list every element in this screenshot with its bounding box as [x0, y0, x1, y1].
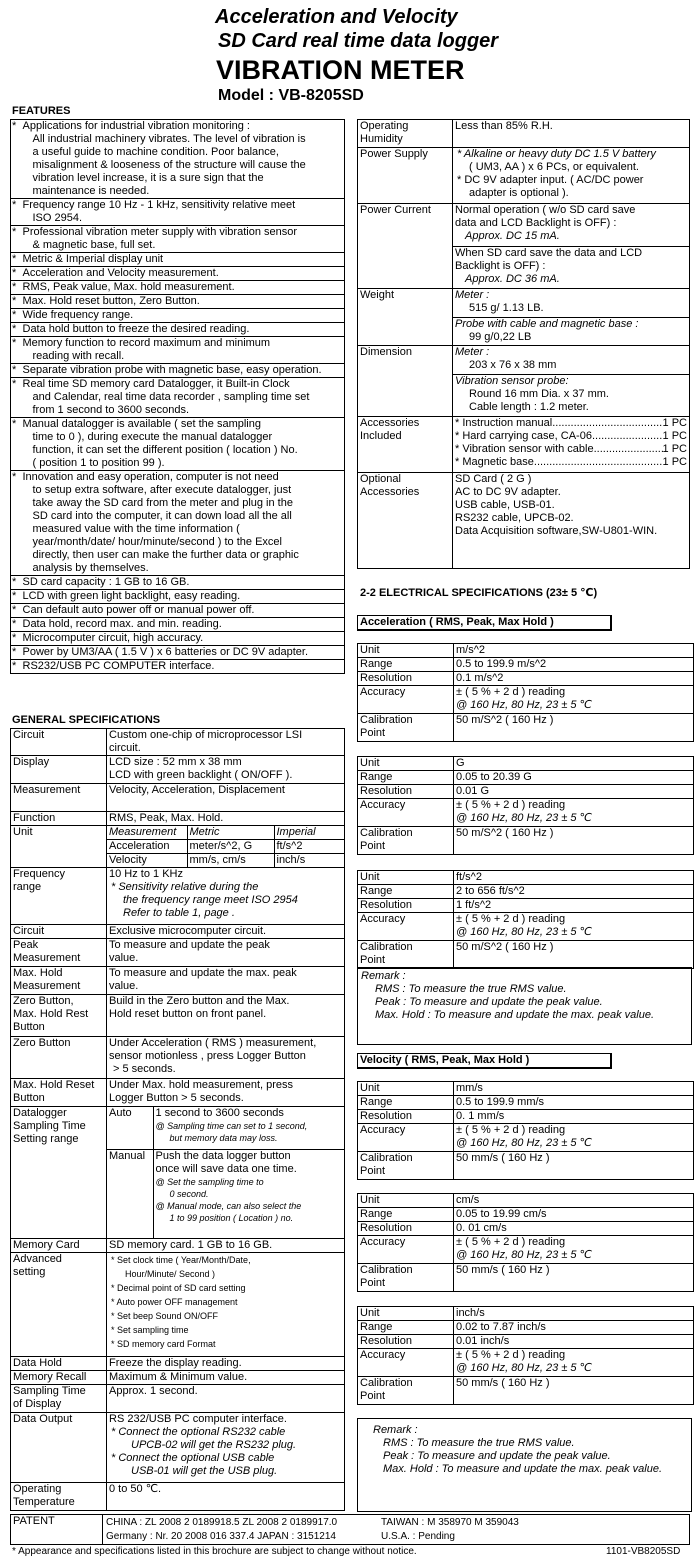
feature-text: maintenance is needed. [32, 185, 150, 197]
bullet: * [11, 267, 21, 281]
spec-row: Calibration Point 50 mm/s ( 160 Hz ) [358, 1264, 694, 1292]
feature-text: from 1 second to 3600 seconds. [32, 404, 190, 416]
feature-text: Metric & Imperial display unit [22, 253, 164, 265]
feature-text: Microcomputer circuit, high accuracy. [22, 632, 204, 644]
acceleration-spec-table [357, 756, 694, 855]
feature-text: All industrial machinery vibrates. The level of vibration is [32, 133, 306, 145]
spec-row-zero-max: Zero Button, Max. Hold Rest Button Build in the Zero button and the Max. Hold reset button on front panel. [11, 995, 345, 1037]
spec-row: Accuracy ± ( 5 % + 2 d ) reading @ 160 Hz, 80 Hz, 23 ± 5 ℃ [358, 913, 694, 941]
spec-row-memory-card: Memory Card SD memory card. 1 GB to 16 GB. [11, 1239, 345, 1253]
spec-row: Calibration Point 50 mm/s ( 160 Hz ) [358, 1377, 694, 1405]
feature-item [11, 632, 345, 646]
feature-item [11, 281, 345, 295]
velocity-spec-table [357, 1081, 694, 1180]
spec-row-data-output: Data Output RS 232/USB PC computer interface. * Connect the optional RS232 cable UPCB-02 will get the RS232 plug. * Connect the optional USB cable USB-01 will get the USB plug. [11, 1413, 345, 1483]
spec-row: Unit cm/s [358, 1194, 694, 1208]
dimension-subtable: Meter : 203 x 76 x 38 mm Vibration sensor probe: Round 16 mm Dia. x 37 mm. Cable length : 1.2 meter. [453, 346, 689, 416]
spec-row-optional: Optional Accessories SD Card ( 2 G ) AC to DC 9V adapter. USB cable, USB-01. RS232 cable, UPCB-02. Data Acquisition software,SW-U801-WIN. [358, 473, 690, 569]
spec-row-advanced: Advanced setting * Set clock time ( Year/Month/Date, Hour/Minute/ Second ) * Decimal point of SD card setting * Auto power OFF management * Set beep Sound ON/OFF * Set sampling time * SD memory card Format [11, 1253, 345, 1357]
feature-text: misalignment & looseness of the structure will cause the [32, 159, 306, 171]
spec-row-op-temp: Operating Temperature 0 to 50 ℃. [11, 1483, 345, 1511]
feature-text: LCD with green light backlight, easy reading. [22, 590, 241, 602]
bullet: * [11, 337, 21, 364]
spec-row: Resolution 0.1 m/s^2 [358, 672, 694, 686]
unit-subtable: Measurement Metric Imperial Acceleration meter/s^2, G ft/s^2 Velocity mm/s, cm/s inch/s [107, 826, 344, 867]
velocity-spec-table [357, 1306, 694, 1405]
spec-row: Resolution 0.01 inch/s [358, 1335, 694, 1349]
velocity-heading: Velocity ( RMS, Peak, Max Hold ) [357, 1053, 612, 1069]
feature-item [11, 618, 345, 632]
spec-row-power-current: Power Current Normal operation ( w/o SD card save data and LCD Backlight is OFF) : Approx. DC 15 mA. When SD card save the data and LCD Backlight is OFF) : Approx. DC 36 mA. [358, 204, 690, 289]
feature-item [11, 660, 345, 674]
electrical-spec-heading: 2-2 ELECTRICAL SPECIFICATIONS (23± 5 ℃) [360, 587, 598, 599]
spec-row: Unit mm/s [358, 1082, 694, 1096]
spec-row: Resolution 0. 01 cm/s [358, 1222, 694, 1236]
spec-row-maxhold: Max. Hold Measurement To measure and update the max. peak value. [11, 967, 345, 995]
spec-row: Accuracy ± ( 5 % + 2 d ) reading @ 160 Hz, 80 Hz, 23 ± 5 ℃ [358, 686, 694, 714]
bullet: * [11, 226, 21, 253]
features-table [10, 119, 345, 674]
spec-row-weight: Weight Meter : 515 g/ 1.13 LB. Probe with cable and magnetic base : 99 g/0,22 LB [358, 289, 690, 346]
feature-item [11, 604, 345, 618]
feature-item [11, 364, 345, 378]
bullet: * [11, 604, 21, 618]
page-title: VIBRATION METER [216, 55, 465, 85]
feature-text: function, it can set the different position ( location ) No. [32, 444, 298, 456]
feature-text: reading with recall. [32, 350, 125, 362]
acceleration-heading: Acceleration ( RMS, Peak, Max Hold ) [357, 615, 612, 631]
spec-row-data-hold: Data Hold Freeze the display reading. [11, 1357, 345, 1371]
feature-text: a useful guide to machine condition. Poor balance, [32, 146, 279, 158]
spec-row: Resolution 0.01 G [358, 785, 694, 799]
spec-row-power-supply: Power Supply * Alkaline or heavy duty DC 1.5 V battery ( UM3, AA ) x 6 PCs, or equivalent. * DC 9V adapter input. ( AC/DC power adapter is optional ). [358, 148, 690, 204]
feature-text: Wide frequency range. [22, 309, 134, 321]
spec-row-peak: Peak Measurement To measure and update the peak value. [11, 939, 345, 967]
general-spec-table [10, 728, 345, 1511]
bullet: * [11, 418, 21, 471]
feature-text: RMS, Peak value, Max. hold measurement. [22, 281, 235, 293]
feature-text: and Calendar, real time data recorder , sampling time set [32, 391, 310, 403]
feature-item [11, 295, 345, 309]
spec-row: Resolution 1 ft/s^2 [358, 899, 694, 913]
spec-row: Accuracy ± ( 5 % + 2 d ) reading @ 160 Hz, 80 Hz, 23 ± 5 ℃ [358, 1236, 694, 1264]
feature-text: Frequency range 10 Hz - 1 kHz, sensitivity relative meet [22, 199, 296, 211]
bullet: * [11, 364, 21, 378]
spec-row: Calibration Point 50 m/S^2 ( 160 Hz ) [358, 714, 694, 742]
spec-row: Calibration Point 50 m/S^2 ( 160 Hz ) [358, 827, 694, 855]
bullet: * [11, 309, 21, 323]
feature-text: Data hold button to freeze the desired reading. [22, 323, 250, 335]
feature-item [11, 309, 345, 323]
spec-row: Range 2 to 656 ft/s^2 [358, 885, 694, 899]
spec-row-datalogger: Datalogger Sampling Time Setting range Auto 1 second to 3600 seconds @ Sampling time can set to 1 second, but memory data may loss. Manual Push the data logger button once will save data one time. @ Set the sampling time to 0 second. @ Manual mode, can also select the 1 to 99 position ( Location ) no. [11, 1107, 345, 1239]
spec-row: Calibration Point 50 mm/s ( 160 Hz ) [358, 1152, 694, 1180]
spec-row-maxhold-reset: Max. Hold Reset Button Under Max. hold measurement, press Logger Button > 5 seconds. [11, 1079, 345, 1107]
spec-row: Range 0.05 to 19.99 cm/s [358, 1208, 694, 1222]
acceleration-remark: Remark : RMS : To measure the true RMS value. Peak : To measure and update the peak value. Max. Hold : To measure and update the max. peak value. [357, 967, 692, 1045]
spec-row: Accuracy ± ( 5 % + 2 d ) reading @ 160 Hz, 80 Hz, 23 ± 5 ℃ [358, 799, 694, 827]
spec-row: Calibration Point 50 m/S^2 ( 160 Hz ) [358, 941, 694, 969]
feature-text: Real time SD memory card Datalogger, it Built-in Clock [22, 378, 290, 390]
spec-row: Range 0.5 to 199.9 mm/s [358, 1096, 694, 1110]
feature-text: Applications for industrial vibration monitoring : [22, 120, 250, 132]
spec-row: Unit ft/s^2 [358, 871, 694, 885]
features-heading: FEATURES [12, 105, 71, 117]
weight-subtable: Meter : 515 g/ 1.13 LB. Probe with cable and magnetic base : 99 g/0,22 LB [453, 289, 689, 345]
feature-item [11, 323, 345, 337]
feature-item [11, 378, 345, 418]
bullet: * [11, 646, 21, 660]
bullet: * [11, 660, 21, 674]
bullet: * [11, 199, 21, 226]
velocity-remark: Remark : RMS : To measure the true RMS value. Peak : To measure and update the peak value. Max. Hold : To measure and update the max. peak value. [357, 1418, 692, 1512]
bullet: * [11, 295, 21, 309]
feature-item [11, 646, 345, 660]
feature-text: time to 0 ), during execute the manual datalogger [32, 431, 273, 443]
spec-row: Unit G [358, 757, 694, 771]
spec-row-circuit-2: Circuit Exclusive microcomputer circuit. [11, 925, 345, 939]
spec-row-accessories: Accessories Included * Instruction manual ..... 1 PC * Hard carrying case, CA-06 ..... 1 PC * Vibration sensor with cable ..... 1 PC * Magnetic base ..... 1 PC [358, 417, 690, 473]
feature-text: take away the SD card from the meter and plug in the [32, 497, 293, 509]
spec-row-unit: Unit Measurement Metric Imperial Acceleration meter/s^2, G ft/s^2 Velocity mm/s, cm/s inch/s [11, 826, 345, 868]
spec-row-frequency: Frequency range 10 Hz to 1 KHz * Sensitivity relative during the the frequency range meet ISO 2954 Refer to table 1, page . [11, 868, 345, 925]
feature-text: vibration level increase, it is a sure sign that the [32, 172, 264, 184]
feature-text: Separate vibration probe with magnetic base, easy operation. [22, 364, 322, 376]
feature-text: Data hold, record max. and min. reading. [22, 618, 222, 630]
bullet: * [11, 323, 21, 337]
spec-row-memory-recall: Memory Recall Maximum & Minimum value. [11, 1371, 345, 1385]
feature-item [11, 199, 345, 226]
feature-text: ISO 2954. [32, 212, 83, 224]
feature-text: Manual datalogger is available ( set the sampling [22, 418, 261, 430]
spec-row-humidity: Operating Humidity Less than 85% R.H. [358, 120, 690, 148]
feature-text: ( position 1 to position 99 ). [32, 457, 165, 469]
feature-text: SD card into the computer, it can down load all the all [32, 510, 292, 522]
acceleration-spec-table [357, 643, 694, 742]
feature-text: year/month/date/ hour/minute/second ) to the Excel [32, 536, 282, 548]
footer-disclaimer: * Appearance and specifications listed in this brochure are subject to change without notice. [12, 1546, 417, 1557]
feature-item [11, 253, 345, 267]
spec-row: Unit inch/s [358, 1307, 694, 1321]
bullet: * [11, 120, 21, 199]
spec-row-function: Function RMS, Peak, Max. Hold. [11, 812, 345, 826]
feature-text: Innovation and easy operation, computer is not need [22, 471, 279, 483]
document-code: 1101-VB8205SD [606, 1546, 681, 1557]
bullet: * [11, 378, 21, 418]
feature-item [11, 576, 345, 590]
bullet: * [11, 471, 21, 576]
feature-text: Can default auto power off or manual power off. [22, 604, 255, 616]
right-spec-table [357, 119, 690, 569]
bullet: * [11, 281, 21, 295]
feature-item [11, 267, 345, 281]
spec-row-dimension: Dimension Meter : 203 x 76 x 38 mm Vibration sensor probe: Round 16 mm Dia. x 37 mm. Cable length : 1.2 meter. [358, 346, 690, 417]
spec-row: Unit m/s^2 [358, 644, 694, 658]
bullet: * [11, 618, 21, 632]
feature-item [11, 337, 345, 364]
spec-row: Resolution 0. 1 mm/s [358, 1110, 694, 1124]
title-line-1: Acceleration and Velocity [215, 6, 458, 28]
spec-row-zero-button: Zero Button Under Acceleration ( RMS ) measurement, sensor motionless , press Logger Button > 5 seconds. [11, 1037, 345, 1079]
feature-item [11, 120, 345, 199]
bullet: * [11, 632, 21, 646]
spec-row-sampling: Sampling Time of Display Approx. 1 second. [11, 1385, 345, 1413]
model-number: Model : VB-8205SD [218, 87, 364, 104]
feature-text: & magnetic base, full set. [32, 239, 156, 251]
feature-text: Power by UM3/AA ( 1.5 V ) x 6 batteries or DC 9V adapter. [22, 646, 309, 658]
feature-text: directly, then user can make the further data or graphic [32, 549, 299, 561]
spec-row: Range 0.5 to 199.9 m/s^2 [358, 658, 694, 672]
bullet: * [11, 576, 21, 590]
spec-row: Range 0.02 to 7.87 inch/s [358, 1321, 694, 1335]
feature-item [11, 590, 345, 604]
title-line-2: SD Card real time data logger [218, 30, 499, 52]
spec-row: Accuracy ± ( 5 % + 2 d ) reading @ 160 Hz, 80 Hz, 23 ± 5 ℃ [358, 1124, 694, 1152]
velocity-spec-table [357, 1193, 694, 1292]
spec-row: Range 0.05 to 20.39 G [358, 771, 694, 785]
feature-text: RS232/USB PC COMPUTER interface. [22, 660, 215, 672]
feature-text: to setup extra software, after execute datalogger, just [32, 484, 292, 496]
patent-table: PATENT CHINA : ZL 2008 2 0189918.5 ZL 2008 2 0189917.0 TAIWAN : M 358970 M 359043 Germany : Nr. 20 2008 016 337.4 JAPAN : 3151214 U.S.A. : Pending [10, 1514, 690, 1545]
spec-row-circuit: Circuit Custom one-chip of microprocessor LSI circuit. [11, 729, 345, 756]
spec-row-display: Display LCD size : 52 mm x 38 mm LCD with green backlight ( ON/OFF ). [11, 756, 345, 784]
feature-text: Acceleration and Velocity measurement. [22, 267, 219, 279]
feature-text: analysis by themselves. [32, 562, 149, 574]
bullet: * [11, 590, 21, 604]
acceleration-spec-table [357, 870, 694, 969]
bullet: * [11, 253, 21, 267]
feature-text: Professional vibration meter supply with vibration sensor [22, 226, 298, 238]
power-current-subtable: Normal operation ( w/o SD card save data and LCD Backlight is OFF) : Approx. DC 15 mA. When SD card save the data and LCD Backlight is OFF) : Approx. DC 36 mA. [453, 204, 689, 288]
feature-text: Memory function to record maximum and minimum [22, 337, 271, 349]
feature-text: measured value with the time information ( [32, 523, 240, 535]
feature-item [11, 418, 345, 471]
feature-item [11, 471, 345, 576]
datalogger-subtable: Auto 1 second to 3600 seconds @ Sampling time can set to 1 second, but memory data may loss. Manual Push the data logger button once will save data one time. @ Set the sampling time to 0 second. @ Manual mode, can also select the 1 to 99 position ( Location ) no. [107, 1107, 344, 1238]
feature-text: Max. Hold reset button, Zero Button. [22, 295, 200, 307]
spec-row-measurement: Measurement Velocity, Acceleration, Displacement [11, 784, 345, 812]
feature-item [11, 226, 345, 253]
feature-text: SD card capacity : 1 GB to 16 GB. [22, 576, 190, 588]
spec-row: Accuracy ± ( 5 % + 2 d ) reading @ 160 Hz, 80 Hz, 23 ± 5 ℃ [358, 1349, 694, 1377]
general-spec-heading: GENERAL SPECIFICATIONS [12, 714, 161, 726]
